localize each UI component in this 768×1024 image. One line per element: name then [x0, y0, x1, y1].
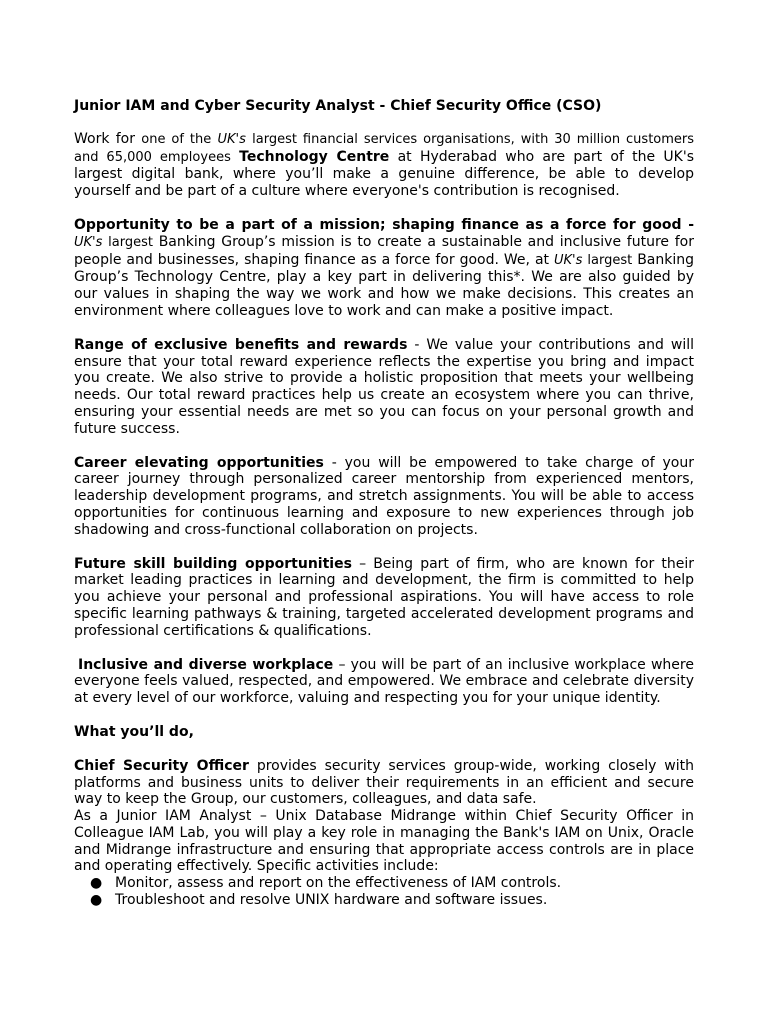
cso-paragraph: [74, 758, 694, 808]
mission-largest: largest: [108, 234, 153, 250]
mission-text-1: Banking Group’s mission is to create a sustainable and inclusive future for people and businesses, shaping finance as a force for good. We, at: [74, 233, 694, 268]
mission-paragraph: [74, 217, 694, 320]
mission-text-2: Banking Group’s Technology Centre, play a key part in delivering this*. We are also guided by our values in shaping the way we work and how we make decisions. This creates an environment where colleagues love to work and can make a positive impact.: [74, 251, 695, 319]
career-heading: Career elevating opportunities: [74, 454, 324, 471]
role-paragraph: As a Junior IAM Analyst – Unix Database Midrange within Chief Security Officer in Colleague IAM Lab, you will play a key role in managing the Bank's IAM on Unix, Oracle and Midrange infrastructure and ensuring that appropriate access controls are in place and operating effectively. Specific activities include:: [74, 808, 694, 875]
intro-uks: UK's: [217, 131, 246, 147]
intro-work-for: Work for: [74, 130, 135, 147]
list-item-text: Troubleshoot and resolve UNIX hardware and software issues.: [115, 892, 548, 909]
list-item: [74, 892, 694, 909]
intro-rest: at Hyderabad who are part of the UK's largest digital bank, where you’ll make a genuine difference, be able to develop yourself and be part of a culture where everyone's contribution is recognised.: [74, 148, 694, 200]
benefits-text: - We value your contributions and will ensure that your total reward experience reflects the expertise you bring and impact you create. We also strive to provide a holistic proposition that meets your wellbeing needs. Our total reward practices help us create an ecosystem where you can thrive, ensuring your essential needs are met so you can focus on your personal growth and future success.: [74, 336, 694, 437]
list-item: [74, 875, 694, 892]
inclusive-paragraph: [74, 657, 694, 707]
career-text: - you will be empowered to take charge of your career journey through personalized career mentorship from experienced mentors, leadership development programs, and stretch assignments. You will be able to access opportunities for continuous learning and exposure to new experiences through job shadowing and cross-functional collaboration on projects.: [74, 454, 695, 538]
document-page: [74, 98, 694, 909]
bullet-icon: ●: [90, 892, 103, 909]
intro-paragraph: [74, 131, 694, 200]
cso-text: provides security services group-wide, working closely with platforms and business units to deliver their requirements in an efficient and secure way to keep the Group, our customers, colleagues, and data safe.: [74, 757, 694, 808]
cso-heading: Chief Security Officer: [74, 757, 249, 774]
career-paragraph: [74, 455, 694, 539]
intro-tech-centre: Technology Centre: [239, 148, 390, 165]
bullet-icon: ●: [90, 875, 103, 892]
mission-largest-2: largest: [587, 252, 633, 268]
skills-text: – Being part of firm, who are known for their market leading practices in learning and development, the firm is committed to help you achieve your personal and professional aspirations. You will have access to role specific learning pathways & training, targeted accelerated development programs and professional certifications & qualifications.: [74, 555, 694, 639]
benefits-paragraph: [74, 337, 694, 438]
activities-list: [74, 875, 694, 909]
mission-uks-2: UK's: [554, 252, 583, 268]
job-title: Junior IAM and Cyber Security Analyst - Chief Security Office (CSO): [74, 98, 602, 114]
inclusive-heading: Inclusive and diverse workplace: [78, 656, 334, 673]
inclusive-text: – you will be part of an inclusive workplace where everyone feels valued, respected, and empowered. We embrace and celebrate diversity at every level of our workforce, valuing and respecting you for your unique identity.: [74, 656, 694, 707]
skills-heading: Future skill building opportunities: [74, 555, 352, 572]
list-item-text: Monitor, assess and report on the effectiveness of IAM controls.: [115, 875, 562, 892]
benefits-heading: Range of exclusive benefits and rewards: [74, 336, 408, 353]
what-heading-paragraph: [74, 724, 694, 741]
intro-org-text: largest financial services organisations, with 30 million customers and 65,000 employees: [74, 131, 695, 165]
skills-paragraph: [74, 556, 694, 640]
intro-one-of-the: one of the: [141, 131, 212, 147]
mission-heading: Opportunity to be a part of a mission; shaping finance as a force for good -: [74, 216, 694, 233]
mission-uks: UK's: [74, 234, 103, 250]
what-youll-do-heading: What you’ll do,: [74, 723, 194, 740]
